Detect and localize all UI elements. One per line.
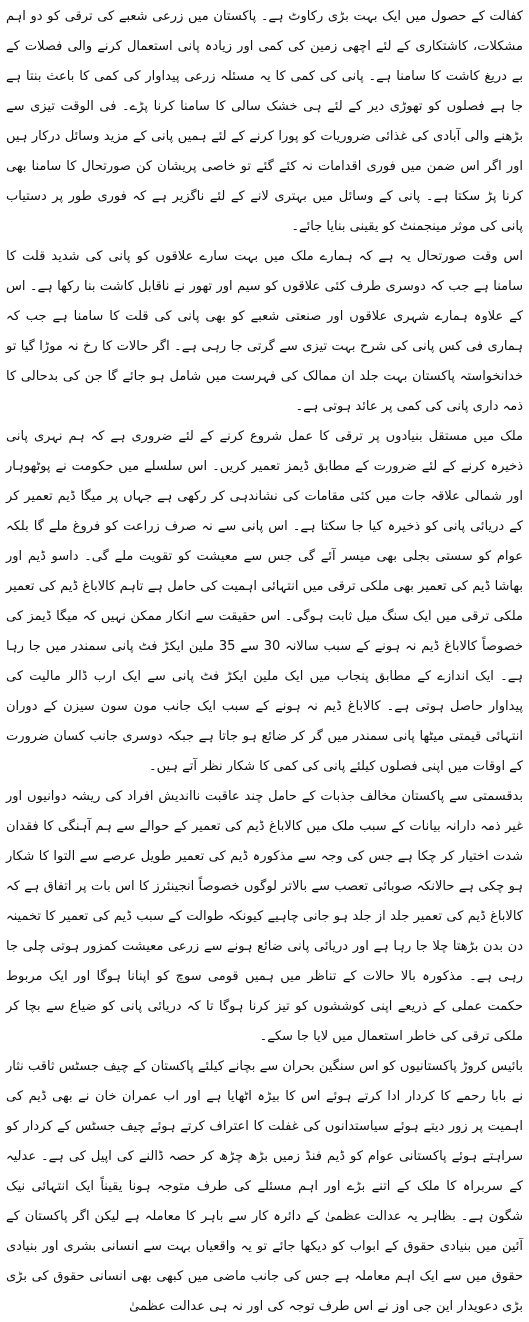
article-paragraph: بائیس کروڑ پاکستانیوں کو اس سنگین بحران سے بچانے کیلئے پاکستان کے چیف جسٹس ثاقب نثار نے بابا رحمے کا کردار ادا کرتے ہوئے اس کا بیڑہ اٹھایا ہے اور اب عمران خان نے بھی ڈیم کی اہمیت پر زور دیتے ہوئے سیاستدانوں کی غفلت کا اعتراف کرتے ہوئے چیف جسٹس کے کردار کو سراہتے ہوئے پاکستانی عوام کو ڈیم فنڈ زمیں بڑھ چڑھ کر حصہ ڈالنے کی اپیل کی ہے۔ عدلیہ کے سربراہ کا ملک کے اتنے بڑے اور اہم مسئلے کی طرف متوجہ ہونا یقیناً ایک انتہائی نیک شگون ہے۔ بظاہر یہ عدالت عظمیٰ کے دائرہ کار سے باہر کا معاملہ ہے لیکن اگر پاکستان کے آئین میں بنیادی حقوق کے ابواب کو دیکھا جائے تو یہ واقعیاں بہت سے انسانی بشری اور بنیادی حقوق میں سے ایک اہم معاملہ ہے جس کی جانب ماضی میں کبھی بھی انسانی حقوق کی بڑی بڑی دعویدار این جی اوز نے اس طرف توجہ کی اور نہ ہی عدالت عظمیٰ bbox=[6, 1059, 523, 1314]
article-paragraph: اس وقت صورتحال یہ ہے کہ ہمارے ملک میں بہت سارے علاقوں کو پانی کی شدید قلت کا سامنا ہے جب کہ دوسری طرف کئی علاقوں کو سیم اور تھور نے ناقابل کاشت بنا رکھا ہے۔ اس کے علاوہ ہمارے شہری علاقوں اور صنعتی شعبے کو بھی پانی کی قلت کا سامنا ہے جب کہ ہماری فی کس پانی کی شرح بہت تیزی سے گرتی جا رہی ہے۔ اگر حالات کا رخ نہ موڑا گیا تو خدانخواستہ پاکستان بہت جلد ان ممالک کی فہرست میں شامل ہو جائے گا جن کی بدحالی کا ذمہ داری پانی کی کمی پر عائد ہوتی ہے۔ bbox=[6, 249, 523, 414]
article-paragraph: بدقسمتی سے پاکستان مخالف جذبات کے حامل چند عاقبت نااندیش افراد کی ریشہ دوانیوں اور غیر ذمہ دارانہ بیانات کے سبب ملک میں کالاباغ ڈیم کی تعمیر کے حوالے سے ہم آہنگی کا فقدان شدت اختیار کر چکا ہے جس کی وجہ سے مذکورہ ڈیم کی تعمیر طویل عرصے سے التوا کا شکار ہو چکی ہے حالانکہ صوبائی تعصب سے بالاتر لوگوں خصوصاً انجینئرز کا اس بات پر اتفاق ہے کہ کالاباغ ڈیم کی تعمیر جلد از جلد ہو جانی چاہیے کیونکہ طوالت کے سبب ڈیم کی تعمیر کا تخمینہ دن بدن بڑھتا چلا جا رہا ہے اور دریائی پانی ضائع ہونے سے زرعی معیشت کمزور ہوتی چلی جا رہی ہے۔ مذکورہ بالا حالات کے تناظر میں ہمیں قومی سوچ کو اپنانا ہوگا اور ایک مربوط حکمت عملی کے ذریعے اپنی کوششوں کو تیز کرنا ہوگا تا کہ دریائی پانی کو ضیاع سے بچا کر ملکی ترقی کی خاطر استعمال میں لایا جا سکے۔ bbox=[6, 789, 523, 1044]
article-paragraph: ملک میں مستقل بنیادوں پر ترقی کا عمل شروع کرنے کے لئے ضروری ہے کہ ہم نہری پانی ذخیرہ کرنے کے لئے ضرورت کے مطابق ڈیمز تعمیر کریں۔ اس سلسلے میں حکومت نے پوٹھوہار اور شمالی علاقہ جات میں کئی مقامات کی نشاندہی کر رکھی ہے جہاں پر میگا ڈیم تعمیر کر کے دریائی پانی کو ذخیرہ کیا جا سکتا ہے۔ اس پانی سے نہ صرف زراعت کو فروغ ملے گا بلکہ عوام کو سستی بجلی بھی میسر آئے گی جس سے معیشت کو تقویت ملے گی۔ داسو ڈیم اور بھاشا ڈیم کی تعمیر بھی ملکی ترقی میں انتہائی اہمیت کی حامل ہے تاہم کالاباغ ڈیم کی تعمیر ملکی ترقی میں ایک سنگ میل ثابت ہوگی۔ اس حقیقت سے انکار ممکن نہیں کہ میگا ڈیمز کی خصوصاً کالاباغ ڈیم نہ ہونے کے سبب سالانہ 30 سے 35 ملین ایکڑ فٹ پانی سمندر میں جا رہا ہے۔ ایک اندازے کے مطابق پنجاب میں ایک ملین ایکڑ فٹ پانی سے ایک ارب ڈالر مالیت کی پیداوار حاصل ہوتی ہے۔ کالاباغ ڈیم نہ ہونے کے سبب ایک جانب مون سون سیزن کے دوران انتہائی قیمتی میٹھا پانی سمندر میں گر کر ضائع ہو جاتا ہے جبکہ دوسری جانب کسان ضرورت کے اوقات میں اپنی فصلوں کیلئے پانی کی کمی کا شکار نظر آتے ہیں۔ bbox=[6, 429, 523, 774]
article-paragraph: کفالت کے حصول میں ایک بہت بڑی رکاوٹ ہے۔ پاکستان میں زرعی شعبے کی ترقی کو دو اہم مشکلات، کاشتکاری کے لئے اچھی زمین کی کمی اور زیادہ پانی استعمال کرنے والی فصلات کے بے دریغ کاشت کا سامنا ہے۔ پانی کی کمی کا یہ مسئلہ زرعی پیداوار کی کمی کا باعث بنتا ہے جا ہے فصلوں کو تھوڑی دیر کے لئے ہی خشک سالی کا سامنا کرنا پڑے۔ فی الوقت تیزی سے بڑھنے والی آبادی کی غذائی ضروریات کو پورا کرنے کے لئے ہمیں پانی کے مزید وسائل درکار ہیں اور اگر اس ضمن میں فوری اقدامات نہ کئے گئے تو خاصی پریشان کن صورتحال کا سامنا بھی کرنا پڑ سکتا ہے۔ پانی کے وسائل میں بہتری لانے کے لئے ناگزیر ہے کہ فوری طور پر دستیاب پانی کی موثر مینجمنٹ کو یقینی بنایا جائے۔ bbox=[6, 9, 523, 234]
